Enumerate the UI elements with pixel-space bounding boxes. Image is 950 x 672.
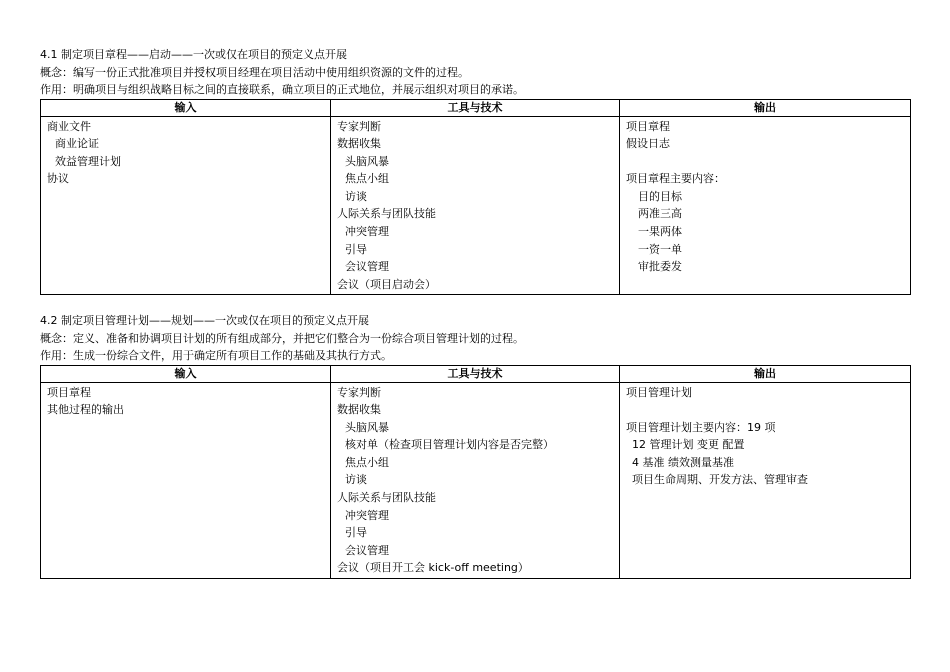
table-row [41,382,911,579]
table-header-row [41,365,911,382]
list-item: 人际关系与团队技能 [337,491,436,505]
purpose-text: 作用：明确项目与组织战略目标之间的直接联系，确立项目的正式地位，并展示组织对项目的承诺。 [40,83,524,96]
column-header-input: 输入 [41,365,331,382]
itto-table [40,99,911,296]
list-item: 数据收集 [337,403,381,417]
list-item: 核对单（检查项目管理计划内容是否完整） [345,438,554,452]
itto-table [40,365,911,580]
list-item: 项目章程 [47,385,91,399]
section-heading: 4.1 制定项目章程——启动——一次或仅在项目的预定义点开展 [40,48,347,61]
purpose-text: 作用：生成一份综合文件，用于确定所有项目工作的基础及其执行方式。 [40,349,392,362]
list-item: 冲突管理 [345,225,389,239]
list-item: 效益管理计划 [55,154,121,168]
list-item: 焦点小组 [345,172,389,186]
list-item: 专家判断 [337,119,381,133]
list-item: 项目生命周期、开发方法、管理审查 [632,473,808,487]
list-item: 访谈 [345,473,367,487]
list-item: 冲突管理 [345,508,389,522]
column-header-output: 输出 [620,99,911,116]
concept-text: 概念：编写一份正式批准项目并授权项目经理在项目活动中使用组织资源的文件的过程。 [40,65,469,79]
list-item: 专家判断 [337,385,381,399]
list-item: 其他过程的输出 [47,403,124,417]
list-item: 假设日志 [626,137,670,151]
list-item: 引导 [345,526,367,540]
list-item: 协议 [47,172,69,186]
list-item: 一资一单 [638,242,682,256]
table-row [41,116,911,295]
list-item: 4 基准 绩效测量基准 [632,455,734,469]
list-item: 目的目标 [638,189,682,203]
list-item: 项目管理计划 [626,385,692,399]
output-cell [620,116,911,295]
list-item: 12 管理计划 变更 配置 [632,438,745,452]
list-item: 人际关系与团队技能 [337,207,436,221]
list-item: 审批委发 [638,260,682,274]
list-item: 数据收集 [337,137,381,151]
concept-text: 概念：定义、准备和协调项目计划的所有组成部分，并把它们整合为一份综合项目管理计划的过程。 [40,331,524,345]
column-header-tools: 工具与技术 [331,365,620,382]
list-item: 头脑风暴 [345,420,389,434]
blank-line [626,401,904,419]
tools-cell [331,382,620,579]
list-item: 会议（项目启动会） [337,277,436,291]
section-4-1 [40,46,910,295]
input-cell [41,382,331,579]
column-header-input: 输入 [41,99,331,116]
blank-line [626,153,904,171]
list-item: 项目管理计划主要内容：19 项 [626,420,776,434]
list-item: 会议管理 [345,260,389,274]
list-item: 项目章程 [626,119,670,133]
list-item: 一果两体 [638,225,682,239]
list-item: 项目章程主要内容： [626,172,725,186]
table-header-row [41,99,911,116]
list-item: 会议管理 [345,543,389,557]
list-item: 会议（项目开工会 kick-off meeting） [337,561,529,575]
list-item: 焦点小组 [345,455,389,469]
list-item: 两准三高 [638,207,682,221]
column-header-output: 输出 [620,365,911,382]
input-cell [41,116,331,295]
column-header-tools: 工具与技术 [331,99,620,116]
list-item: 头脑风暴 [345,154,389,168]
list-item: 引导 [345,242,367,256]
section-heading: 4.2 制定项目管理计划——规划——一次或仅在项目的预定义点开展 [40,314,369,327]
list-item: 访谈 [345,189,367,203]
list-item: 商业文件 [47,119,91,133]
output-cell [620,382,911,579]
tools-cell [331,116,620,295]
section-4-2 [40,312,910,579]
list-item: 商业论证 [55,137,99,151]
